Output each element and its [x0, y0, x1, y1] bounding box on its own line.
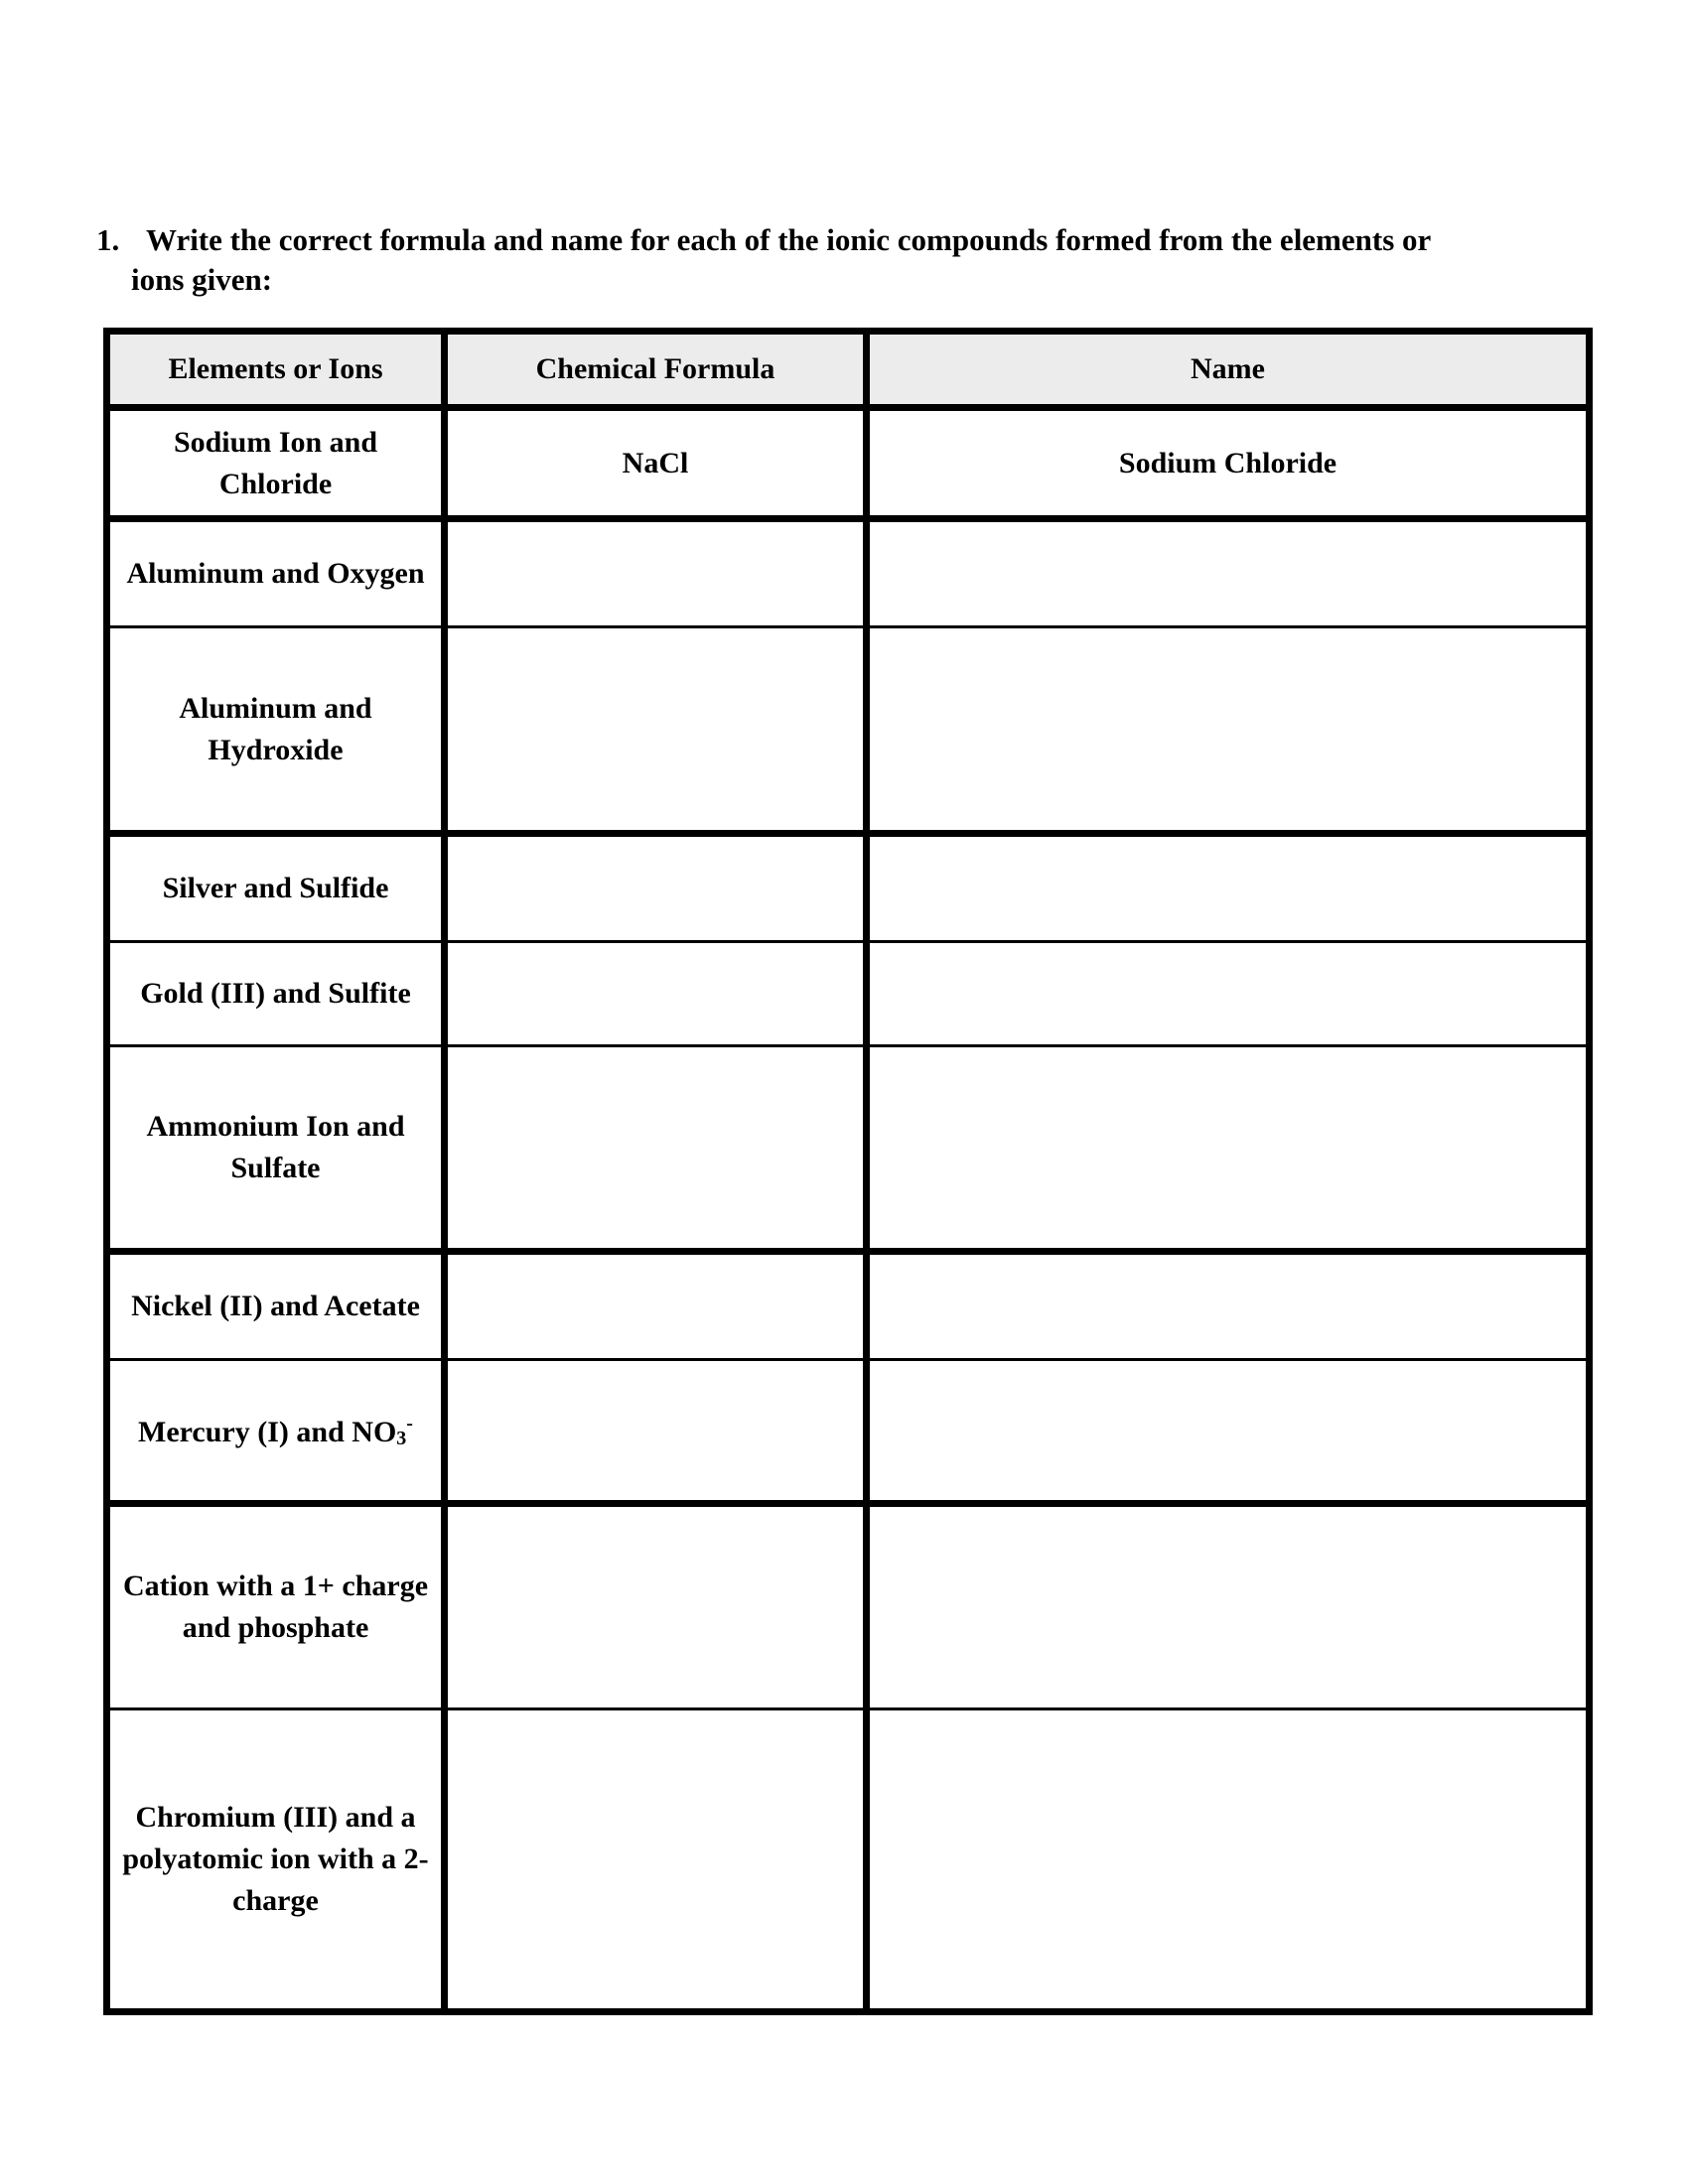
row-elements [107, 1360, 445, 1503]
formula-cell[interactable] [445, 942, 867, 1046]
formula-cell[interactable] [445, 1360, 867, 1503]
row-elements-text: Mercury (I) and NO [138, 1415, 397, 1448]
formula-cell[interactable] [445, 1045, 867, 1251]
formula-cell[interactable] [445, 627, 867, 833]
formula-cell[interactable] [445, 1708, 867, 2011]
example-elements: Sodium Ion and Chloride [107, 408, 445, 519]
formula-cell[interactable] [445, 1252, 867, 1360]
name-cell[interactable] [867, 1045, 1590, 1251]
example-row [107, 408, 1590, 519]
table-row [107, 627, 1590, 833]
question-prompt [96, 220, 1586, 300]
row-elements: Chromium (III) and a polyatomic ion with a 2- charge [107, 1708, 445, 2011]
name-cell[interactable] [867, 833, 1590, 941]
table-row [107, 942, 1590, 1046]
name-cell[interactable] [867, 1503, 1590, 1708]
question-text-line2: ions given: [131, 262, 273, 297]
example-name: Sodium Chloride [867, 408, 1590, 519]
header-name: Name [867, 332, 1590, 408]
formula-cell[interactable] [445, 519, 867, 627]
row-elements: Silver and Sulfide [107, 833, 445, 941]
table-row [107, 1503, 1590, 1708]
table-row [107, 519, 1590, 627]
row-elements: Gold (III) and Sulfite [107, 942, 445, 1046]
row-elements: Ammonium Ion and Sulfate [107, 1045, 445, 1251]
compounds-table [103, 328, 1593, 2015]
formula-cell[interactable] [445, 1503, 867, 1708]
table-row [107, 1360, 1590, 1503]
question-text-line1: Write the correct formula and name for each of the ionic compounds formed from the elements or [146, 222, 1432, 257]
table-row [107, 1252, 1590, 1360]
formula-cell[interactable] [445, 833, 867, 941]
table-row [107, 833, 1590, 941]
table-row [107, 1045, 1590, 1251]
name-cell[interactable] [867, 1708, 1590, 2011]
subscript-3: 3 [396, 1427, 407, 1449]
name-cell[interactable] [867, 627, 1590, 833]
header-formula: Chemical Formula [445, 332, 867, 408]
name-cell[interactable] [867, 1360, 1590, 1503]
header-row [107, 332, 1590, 408]
row-elements: Aluminum and Hydroxide [107, 627, 445, 833]
name-cell[interactable] [867, 1252, 1590, 1360]
example-formula: NaCl [445, 408, 867, 519]
question-number: 1. [96, 222, 120, 257]
header-elements: Elements or Ions [107, 332, 445, 408]
charge-superscript: - [406, 1412, 413, 1434]
row-elements: Aluminum and Oxygen [107, 519, 445, 627]
row-elements: Nickel (II) and Acetate [107, 1252, 445, 1360]
row-elements: Cation with a 1+ charge and phosphate [107, 1503, 445, 1708]
name-cell[interactable] [867, 519, 1590, 627]
table-row [107, 1708, 1590, 2011]
name-cell[interactable] [867, 942, 1590, 1046]
